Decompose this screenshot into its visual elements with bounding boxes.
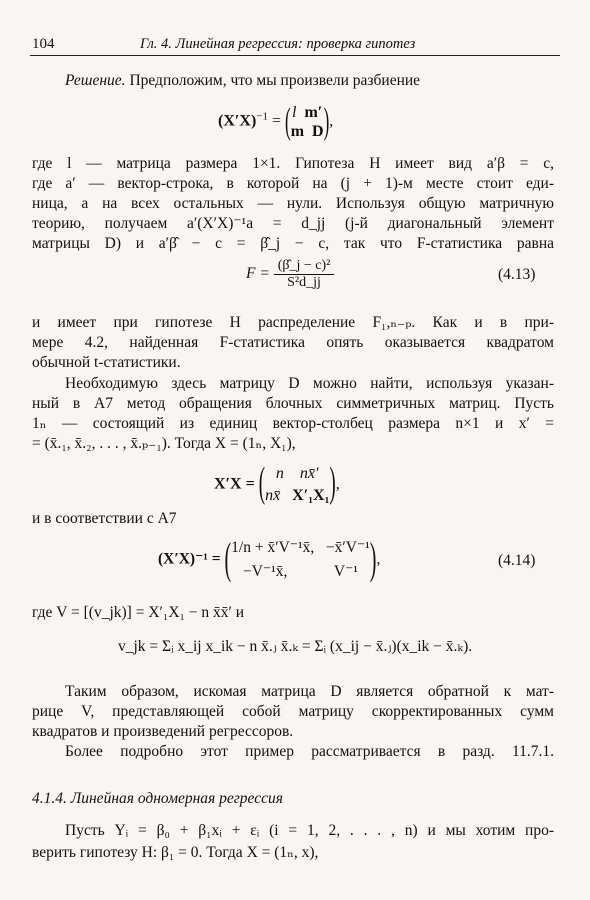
matrix-cell: nx̄: [265, 487, 281, 504]
text-line: Таким образом, искомая матрица D является обратной к мат-: [65, 683, 554, 700]
eq-4-14-matrix: [231, 536, 370, 584]
vjk-equation: v_jk = Σᵢ x_ij x_ik − n x̄.ⱼ x̄.ₖ = Σᵢ (x_ij − x̄.ⱼ)(x_ik − x̄.ₖ).: [118, 638, 473, 655]
eq-xtx-tail: ,: [335, 475, 340, 493]
equation-4-14: (X′X)⁻¹ = (1/n + x̄′V⁻¹x̄, −x̄′V⁻¹ −V⁻¹x̄, V⁻¹ ),: [158, 535, 381, 585]
text-line: обычной t-статистики.: [32, 354, 181, 371]
text-line: квадратов и произведений регрессоров.: [32, 723, 294, 740]
text-line: матрицы D) и a′β̂ − c = β̂_j − c, так что F-статистика равна: [32, 235, 554, 252]
text-line: = (x̄.₁, x̄.₂, . . . , x̄.ₚ₋₁). Тогда X = (1ₙ, X₁),: [32, 435, 296, 452]
text-line: 1ₙ — состоящий из единиц вектор-столбец размера n×1 и x′ =: [32, 415, 554, 432]
matrix-cell: −V⁻¹x̄,: [243, 563, 288, 580]
page-number: 104: [32, 36, 55, 52]
text-line: верить гипотезу H: β₁ = 0. Тогда X = (1ₙ, x),: [32, 844, 319, 861]
solution-paragraph: [65, 72, 420, 90]
solution-text: Предположим, что мы произвели разбиение: [125, 72, 421, 89]
matrix-cell: nx̄′: [299, 465, 319, 482]
matrix-cell: V⁻¹: [333, 563, 358, 580]
equation-number-4-13: (4.13): [498, 266, 536, 283]
eq-4-13-fraction: [274, 258, 335, 291]
equation-4-13: [246, 258, 334, 291]
text-line: где l — матрица размера 1×1. Гипотеза H имеет вид a′β = c,: [32, 155, 554, 172]
text-line: и имеет при гипотезе H распределение F₁,ₙ₋ₚ. Как и в при-: [32, 314, 554, 331]
matrix-cell: 1/n + x̄′V⁻¹x̄,: [231, 539, 315, 556]
section-number: 4.1.4.: [32, 790, 67, 807]
eq-4-14-tail: ,: [376, 550, 381, 568]
text-line: Более подробно этот пример рассматривается в разд. 11.7.1.: [65, 743, 554, 760]
eq-4-13-lhs: F =: [246, 265, 270, 283]
matrix-cell: −x̄′V⁻¹: [325, 539, 370, 556]
solution-lead: Решение.: [65, 72, 126, 89]
text-line: рице V, представляющей собой матрицу скорректированных сумм: [32, 703, 554, 720]
eq-xtx-lhs: X′X =: [214, 475, 255, 493]
eq-4-14-lhs: (X′X)⁻¹ =: [158, 550, 221, 568]
matrix-cell: X′₁X₁: [292, 487, 330, 504]
text-line: ница, а на всех остальных — нули. Используя общую матричную: [32, 195, 554, 212]
eq-4-13-numerator: (β̂_j − c)²: [274, 258, 335, 275]
text-line: Необходимую здесь матрицу D можно найти, используя указан-: [65, 375, 554, 392]
text-line: Пусть Yᵢ = β₀ + β₁xᵢ + εᵢ (i = 1, 2, . . . , n) и мы хотим про-: [65, 822, 554, 839]
text-line: ный в A7 метод обращения блочных симметричных матриц. Пусть: [32, 395, 554, 412]
running-title: Гл. 4. Линейная регрессия: проверка гипотез: [140, 36, 416, 52]
equation-xtx: X′X = ( n nx̄′ nx̄ X′₁X₁),: [214, 460, 340, 507]
equation-number-4-14: (4.14): [498, 552, 536, 569]
text-line: мере 4.2, найденная F-статистика опять оказывается квадратом: [32, 334, 554, 351]
eq-xtx-matrix: [265, 463, 329, 507]
eq-4-13-denominator: S²d_jj: [287, 275, 321, 290]
v-definition: где V = [(v_jk)] = X′₁X₁ − n x̄x̄′ и: [32, 604, 245, 621]
text-line: где a′ — вектор-строка, в которой на (j + 1)-м месте стоит еди-: [32, 175, 554, 192]
text-line: теорию, получаем a′(X′X)⁻¹a = d_jj (j-й диагональный элемент: [32, 215, 554, 232]
section-title: Линейная одномерная регрессия: [70, 790, 283, 807]
section-heading: [32, 790, 283, 808]
matrix-cell: n: [275, 465, 284, 482]
header-rule: [30, 55, 560, 56]
text-line: и в соответствии с A7: [32, 510, 177, 527]
equation-partition: $(X'X)^{-1} = (l$ m′ m D),: [218, 100, 334, 142]
